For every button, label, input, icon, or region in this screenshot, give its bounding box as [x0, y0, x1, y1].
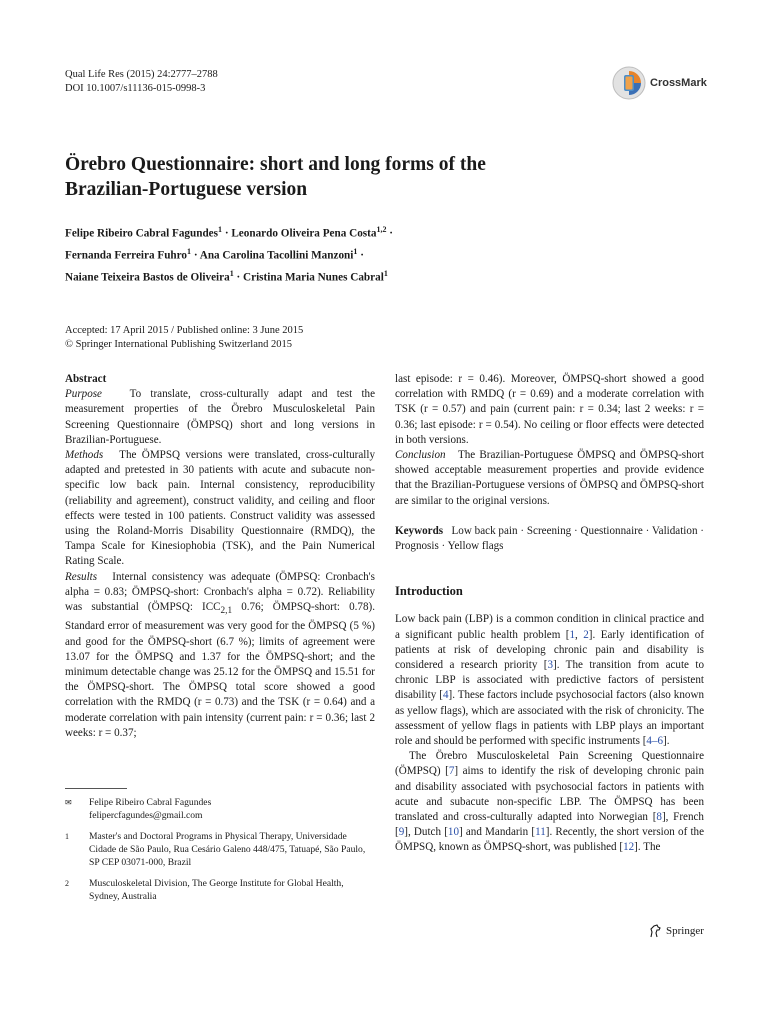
paper-title	[65, 152, 705, 202]
author-name: Felipe Ribeiro Cabral Fagundes	[65, 227, 219, 240]
title-line-1: Örebro Questionnaire: short and long forms of the	[65, 154, 486, 175]
text-run: ,	[575, 628, 584, 641]
citation-link[interactable]: 4	[442, 689, 449, 702]
text-run: ], French [	[395, 811, 704, 839]
abstract-results-continued: last episode: r = 0.46). Moreover, ÖMPSQ-short showed a good correlation with RMDQ (r = 0.69) and a moderate correlation with TSK (r = 0.57) and pain (current pain: r = 0.34; last 2 weeks: r = 0.36; last episode: r = 0.54). No ceiling or floor effects were detected in both versions.	[395, 373, 704, 446]
affiliation-footnote	[65, 877, 375, 903]
affiliation-text: Master's and Doctoral Programs in Physical Therapy, Universidade Cidade de São Paulo, Rua Cesário Galeno 448/475, Tatuapé, São Paulo, SP CEP 03071-000, Brazil	[89, 831, 366, 868]
publication-dates	[65, 324, 303, 352]
text-run: ]. Early identification of patients at risk of developing chronic pain and disability is considered a research priority [	[395, 628, 705, 672]
results-text-b: 0.76; ÖMPSQ-short: 0.78). Standard error of measurement was very good for the ÖMPSQ (5 %) and good for the ÖMPSQ-short (6.7 %); limits of agreement were 13.07 for the ÖMPSQ and 1.37 for the ÖMPSQ-short; and the minimum detectable change was 25.12 for the ÖMPSQ and 15.51 for the ÖMPSQ-short. The ÖMPSQ total score showed a good correlation with the RMDQ (r = 0.73) and the TSK (r = 0.64) and a moderate correlation with pain intensity (current pain: r = 0.36; last 2 weeks: r = 0.37;	[65, 601, 375, 739]
abstract-purpose	[65, 387, 375, 448]
footnote-rule	[65, 788, 127, 789]
conclusion-text: The Brazilian-Portuguese ÖMPSQ and ÖMPSQ-short showed acceptable measurement properties and provide evidence that the Brazilian-Portuguese versions of ÖMPSQ and ÖMPSQ-short are similar to the original versions.	[395, 449, 704, 507]
purpose-text: To translate, cross-culturally adapt and test the measurement properties of the Örebro Musculoskeletal Pain Screening Questionnaire (ÖMPSQ) short and long versions in Brazilian-Portuguese.	[65, 388, 376, 446]
corresponding-email[interactable]: felipercfagundes@gmail.com	[89, 810, 203, 821]
author-separator: ·	[233, 272, 244, 285]
author-separator: ·	[357, 249, 364, 262]
purpose-label: Purpose	[65, 388, 102, 401]
keywords	[395, 524, 704, 554]
author-affiliation-mark: 1,2	[376, 225, 387, 234]
author-name: Leonardo Oliveira Pena Costa	[231, 227, 377, 240]
abstract-heading: Abstract	[65, 373, 107, 385]
text-run: ]. The transition from acute to chronic LBP is associated with predictive factors of persistent disability [	[395, 659, 704, 702]
corresponding-author: Felipe Ribeiro Cabral Fagundes	[89, 797, 212, 808]
text-run: ] aims to identify the risk of developing chronic pain and disability associated with psychosocial factors in patients with acute and subacute non-specific LBP. The ÖMPSQ has been translated and cross-culturally adapted into Norwegian [	[395, 765, 704, 824]
text-run: The Örebro Musculoskeletal Pain Screening Questionnaire (ÖMPSQ) [	[395, 750, 704, 778]
text-run: ]. Recently, the short version of the ÖMPSQ, known as ÖMPSQ-short, was published [	[395, 826, 704, 854]
journal-citation: Qual Life Res (2015) 24:2777–2788	[65, 69, 218, 80]
correspondence-footnote	[65, 796, 375, 822]
keywords-text: Low back pain · Screening · Questionnaire · Validation · Prognosis · Yellow flags	[395, 524, 704, 553]
author-name: Ana Carolina Tacollini Manzoni	[199, 249, 354, 262]
springer-horse-icon	[648, 924, 662, 938]
citation-link[interactable]: 1	[569, 628, 576, 641]
author-list	[65, 221, 705, 288]
citation-link[interactable]: 2	[583, 628, 589, 641]
introduction-heading: Introduction	[395, 584, 463, 599]
introduction-paragraph-2	[395, 749, 704, 855]
right-column	[395, 372, 704, 856]
author-name: Cristina Maria Nunes Cabral	[243, 272, 384, 285]
abstract-conclusion	[395, 448, 704, 509]
author-affiliation-mark: 1	[218, 225, 223, 234]
author-name: Naiane Teixeira Bastos de Oliveira	[65, 272, 230, 285]
crossmark-badge[interactable]	[612, 66, 707, 100]
author-separator: ·	[386, 227, 393, 240]
citation-link[interactable]: 12	[623, 841, 635, 854]
results-label: Results	[65, 570, 98, 583]
citation-link[interactable]: 8	[656, 811, 662, 824]
footnotes	[65, 796, 375, 911]
icc-subscript: 2,1	[220, 606, 233, 617]
abstract-results	[65, 570, 375, 741]
citation-link[interactable]: 7	[448, 765, 455, 778]
citation-link[interactable]: 9	[398, 826, 405, 839]
author-affiliation-mark: 1	[187, 247, 192, 257]
author-affiliation-mark: 1	[383, 269, 388, 279]
crossmark-icon	[612, 66, 646, 100]
author-separator: ·	[191, 249, 200, 262]
doi[interactable]: DOI 10.1007/s11136-015-0998-3	[65, 83, 206, 94]
envelope-icon: ✉	[65, 798, 72, 807]
citation-link[interactable]: 4–6	[646, 735, 664, 748]
citation-link[interactable]: 11	[535, 826, 546, 839]
citation-link[interactable]: 3	[547, 659, 554, 672]
results-text-a: Internal consistency was adequate (ÖMPSQ: Cronbach's alpha = 0.83; ÖMPSQ-short: Cronbach's alpha = 0.72). Reliability was substantial (ÖMPSQ: ICC	[65, 570, 375, 614]
methods-label: Methods	[65, 449, 104, 462]
springer-label: Springer	[666, 925, 704, 937]
author-affiliation-mark: 1	[229, 269, 234, 279]
text-run: ], Dutch [	[404, 826, 448, 839]
author-separator: ·	[222, 227, 232, 240]
text-run: ]. These factors include psychosocial factors (also known as yellow flags), which are associated with the risk of chronicity. The assessment of yellow flags in patients with LBP plays an important role and should be performed with specific instruments [	[395, 689, 705, 748]
affiliation-number: 1	[65, 832, 69, 841]
text-run: ].	[663, 735, 670, 748]
text-run: Low back pain (LBP) is a common condition in clinical practice and a significant public health problem [	[395, 613, 704, 641]
affiliation-footnote	[65, 830, 375, 869]
methods-text: The ÖMPSQ versions were translated, cross-culturally adapted and pretested in 30 patients with acute and subacute non-specific low back pain. Internal consistency, reproducibility (reliability and agreement), construct validity, and ceiling and floor effects were tested in 100 patients. Construct validity was assessed using the Roland-Morris Disability Questionnaire (RMDQ), the Tampa Scale for Kinesiophobia (TSK), and the Pain Numerical Rating Scale.	[65, 449, 375, 568]
journal-info	[65, 68, 218, 96]
affiliation-number: 2	[65, 879, 69, 888]
keywords-label: Keywords	[395, 524, 444, 537]
copyright-line: © Springer International Publishing Switzerland 2015	[65, 339, 292, 350]
springer-logo	[648, 924, 704, 938]
crossmark-label: CrossMark	[650, 77, 707, 89]
conclusion-label: Conclusion	[395, 449, 446, 462]
introduction-paragraph-1	[395, 612, 704, 749]
text-run: ]. The	[634, 841, 661, 854]
citation-link[interactable]: 10	[447, 826, 459, 839]
accepted-date: Accepted: 17 April 2015 / Published online: 3 June 2015	[65, 325, 304, 336]
author-name: Fernanda Ferreira Fuhro	[65, 249, 188, 262]
text-run: ] and Mandarin [	[458, 826, 536, 839]
left-column	[65, 372, 375, 741]
abstract-methods	[65, 448, 375, 570]
title-line-2: Brazilian-Portuguese version	[65, 179, 308, 200]
author-affiliation-mark: 1	[353, 247, 358, 257]
affiliation-text: Musculoskeletal Division, The George Institute for Global Health, Sydney, Australia	[89, 878, 344, 902]
